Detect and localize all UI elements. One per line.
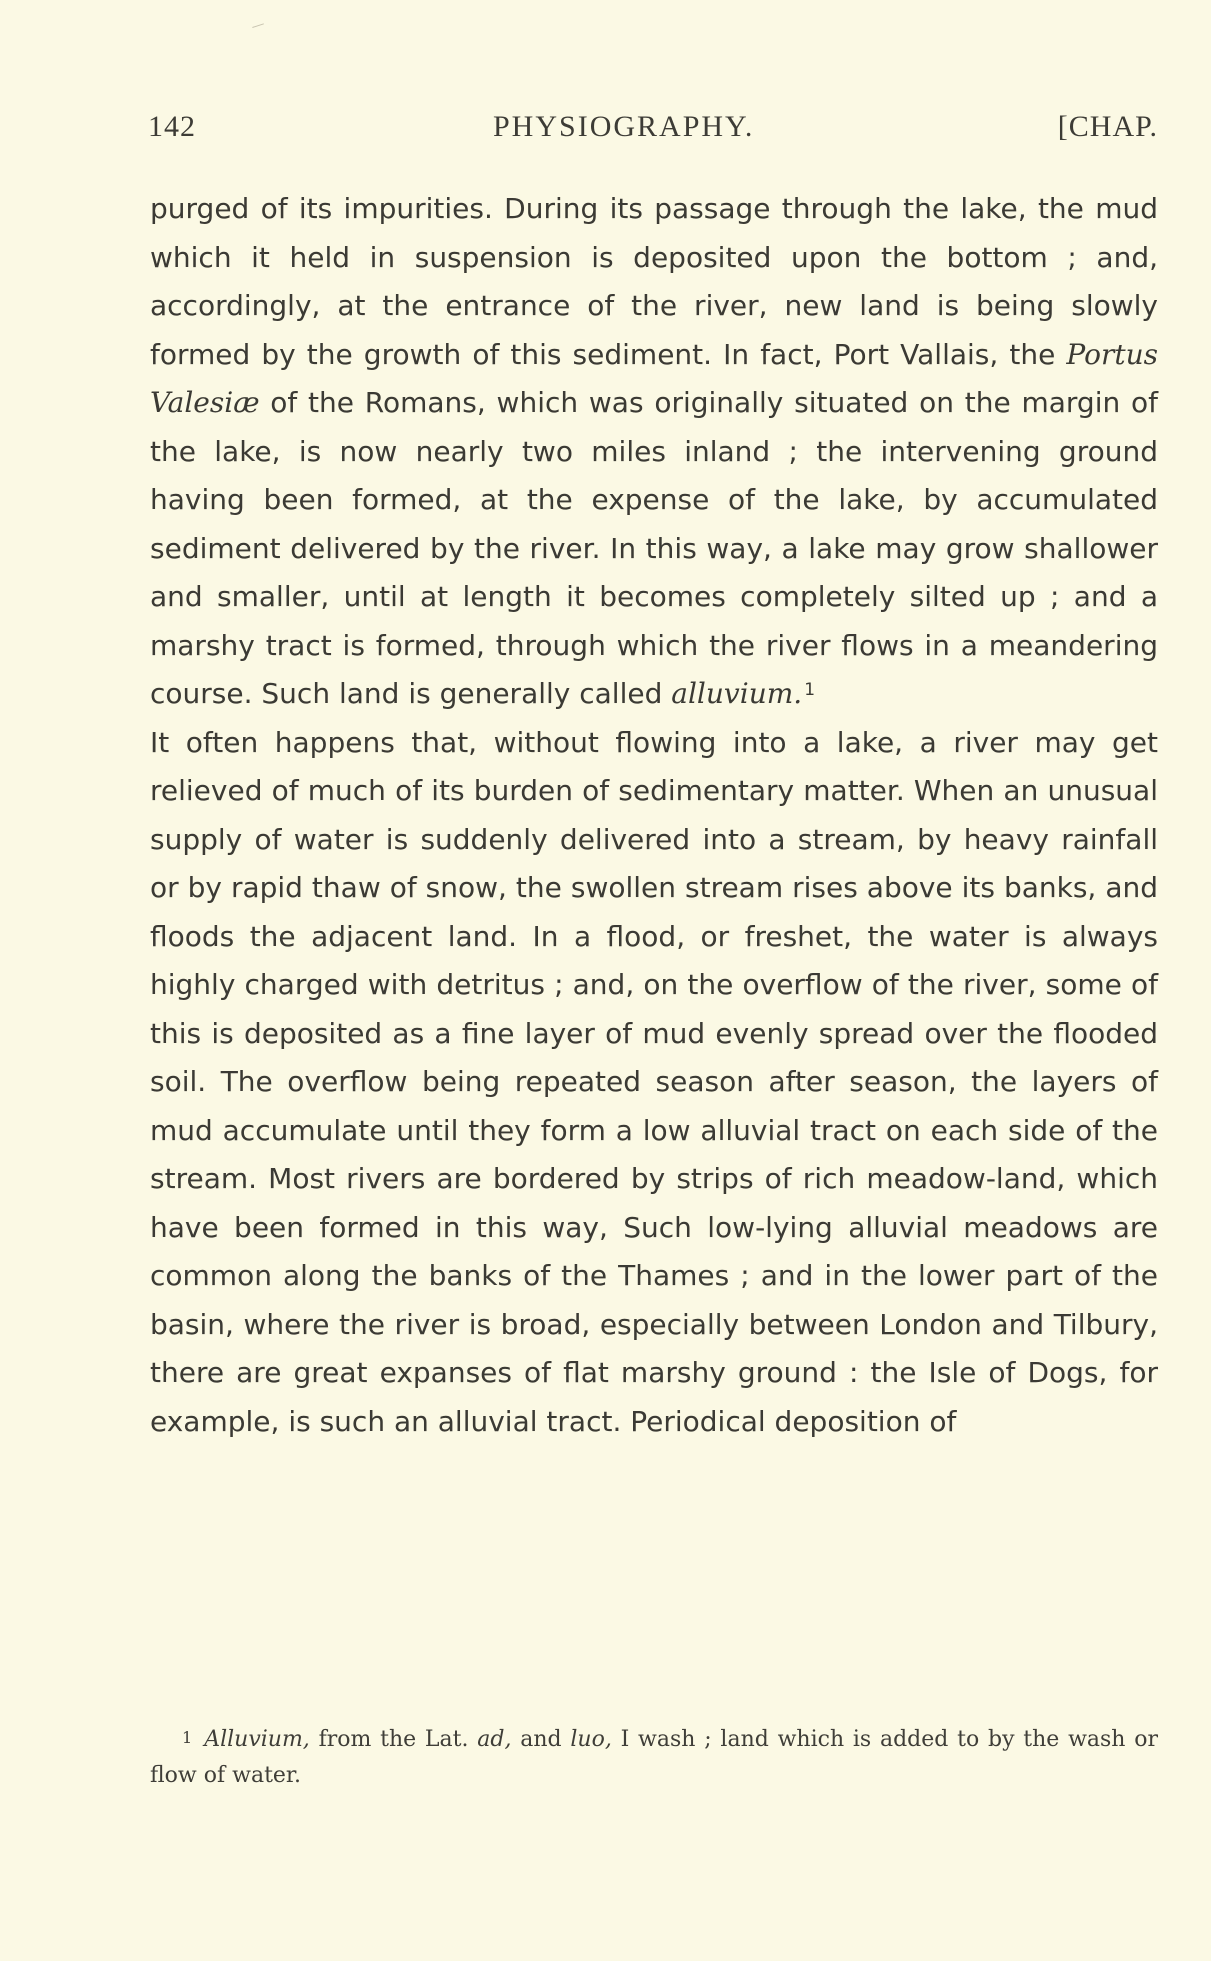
footnote-text-part-2: and	[511, 1727, 571, 1752]
footnote-term: Alluvium,	[204, 1727, 310, 1752]
paragraph-1-text-part-2: of the Romans, which was originally situated on the margin of the lake, is now nearly two miles inland ; the intervening ground having been formed, at the expense of the lake, by accumulated sediment delivered by the river. In this way, a lake may grow shallower and smaller, until at length it becomes completely silted up ; and a marshy tract is formed, through which the river flows in a meandering course. Such land is generally called	[150, 386, 1158, 710]
running-title: PHYSIOGRAPHY.	[493, 110, 755, 143]
main-text	[150, 185, 1158, 1446]
stray-ink-mark	[252, 23, 266, 33]
paragraph-2-text: It often happens that, without flowing into a lake, a river may get relieved of much of its burden of sedimentary matter. When an unusual supply of water is suddenly delivered into a stream, by heavy rainfall or by rapid thaw of snow, the swollen stream rises above its banks, and floods the adjacent land. In a flood, or freshet, the water is always highly charged with detritus ; and, on the overflow of the river, some of this is deposited as a fine layer of mud evenly spread over the flooded soil. The overflow being repeated season after season, the layers of mud accumulate until they form a low alluvial tract on each side of the stream. Most rivers are bordered by strips of rich meadow-land, which have been formed in this way, Such low-lying alluvial meadows are common along the banks of the Thames ; and in the lower part of the basin, where the river is broad, especially between London and Tilbury, there are great expanses of flat marshy ground : the Isle of Dogs, for example, is such an alluvial tract. Periodical deposition of	[150, 725, 1158, 1438]
footnote	[150, 1722, 1158, 1794]
paragraph-1-text-part-1: purged of its impurities. During its passage through the lake, the mud which it held in suspension is deposited upon the bottom ; and, accordingly, at the entrance of the river, new land is being slowly formed by the growth of this sediment. In fact, Port Vallais, the	[150, 192, 1158, 371]
page-number: 142	[148, 110, 196, 143]
footnote-latin-ad: ad,	[477, 1727, 512, 1752]
footnote-latin-luo: luo,	[570, 1727, 612, 1752]
italic-term-portus-valesiae: Portus Valesiæ	[150, 337, 1158, 419]
paragraph-1	[150, 185, 1158, 719]
footnote-text-part-3: I wash ; land which is added to by the wash or flow of water.	[150, 1727, 1159, 1788]
paragraph-2	[150, 719, 1158, 1447]
italic-term-alluvium: alluvium.	[671, 677, 803, 710]
footnote-text-part-1: from the Lat.	[309, 1727, 478, 1752]
footnote-number: 1	[182, 1728, 193, 1747]
chapter-mark: [CHAP.	[1057, 110, 1158, 143]
page-header	[148, 110, 1158, 154]
footnote-reference: 1	[804, 680, 816, 700]
